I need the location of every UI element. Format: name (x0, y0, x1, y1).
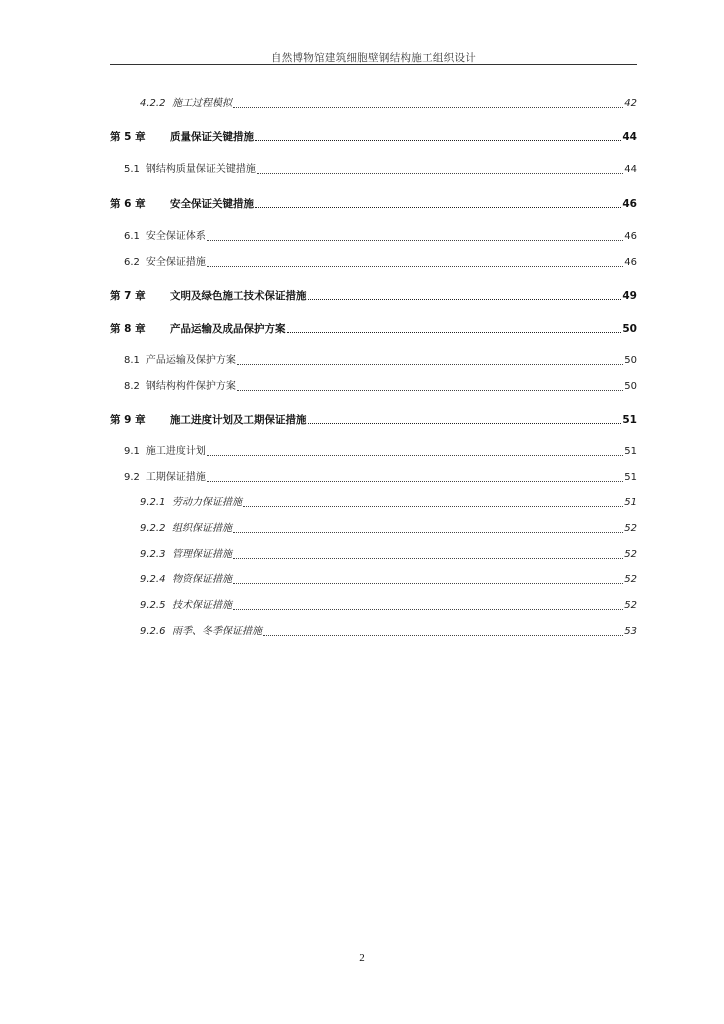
toc-entry-number: 4.2.2 (140, 98, 166, 109)
toc-entry-label (140, 573, 232, 587)
toc-entry-section[interactable] (124, 256, 637, 270)
toc-leader-dots (207, 455, 623, 456)
toc-entry-title: 钢结构构件保护方案 (145, 381, 236, 392)
toc-leader-dots (255, 140, 621, 141)
toc-entry-page: 50 (624, 381, 637, 392)
toc-leader-dots (233, 583, 623, 584)
toc-entry-page: 51 (624, 472, 637, 483)
toc-entry-page: 50 (624, 355, 637, 366)
toc-entry-section[interactable] (124, 354, 637, 368)
toc-entry-number: 第 7 章 (110, 290, 146, 302)
toc-entry-title: 劳动力保证措施 (172, 497, 242, 508)
toc-leader-dots (207, 481, 623, 482)
toc-leader-dots (263, 635, 623, 636)
toc-entry-label (140, 496, 242, 510)
toc-entry-section[interactable] (124, 380, 637, 394)
toc-entry-title: 文明及绿色施工技术保证措施 (170, 290, 307, 302)
toc-entry-number: 第 6 章 (110, 198, 146, 210)
toc-entry-page: 52 (624, 574, 637, 585)
toc-entry-subsection[interactable] (140, 548, 637, 562)
toc-leader-dots (243, 506, 623, 507)
toc-entry-label (140, 625, 262, 639)
toc-entry-number: 第 8 章 (110, 323, 146, 335)
header-rule (110, 64, 637, 65)
toc-entry-title: 工期保证措施 (145, 472, 206, 483)
toc-leader-dots (237, 390, 623, 391)
toc-entry-title: 产品运输及成品保护方案 (170, 323, 286, 335)
toc-leader-dots (257, 173, 623, 174)
toc-entry-label (124, 230, 206, 244)
toc-entry-number: 9.2.1 (140, 497, 166, 508)
toc-entry-number: 5.1 (124, 164, 140, 175)
toc-entry-label (110, 289, 307, 303)
toc-entry-page: 46 (622, 198, 637, 210)
toc-entry-subsection[interactable] (140, 599, 637, 613)
toc-leader-dots (287, 332, 622, 333)
toc-entry-number: 9.2.2 (140, 523, 166, 534)
toc-entry-title: 安全保证关键措施 (170, 198, 254, 210)
toc-entry-number: 第 9 章 (110, 414, 146, 426)
toc-entry-title: 安全保证措施 (145, 257, 206, 268)
toc-entry-number: 9.2 (124, 472, 140, 483)
toc-entry-label (140, 97, 232, 111)
toc-entry-title: 施工进度计划 (145, 446, 206, 457)
toc-leader-dots (233, 558, 623, 559)
toc-entry-title: 施工进度计划及工期保证措施 (170, 414, 307, 426)
toc-entry-page: 44 (622, 131, 637, 143)
toc-entry-page: 50 (622, 323, 637, 335)
toc-entry-label (110, 413, 307, 427)
toc-entry-title: 雨季、冬季保证措施 (172, 626, 262, 637)
toc-entry-number: 8.2 (124, 381, 140, 392)
toc-entry-number: 9.2.6 (140, 626, 166, 637)
toc-entry-chapter[interactable] (110, 197, 637, 211)
toc-entry-number: 8.1 (124, 355, 140, 366)
toc-entry-page: 46 (624, 257, 637, 268)
toc-entry-subsection[interactable] (140, 97, 637, 111)
toc-leader-dots (207, 240, 623, 241)
toc-entry-number: 9.2.5 (140, 600, 166, 611)
toc-entry-number: 6.2 (124, 257, 140, 268)
toc-entry-title: 产品运输及保护方案 (145, 355, 236, 366)
toc-entry-number: 6.1 (124, 231, 140, 242)
toc-entry-page: 52 (624, 523, 637, 534)
toc-leader-dots (237, 364, 623, 365)
toc-leader-dots (308, 423, 622, 424)
toc-entry-subsection[interactable] (140, 496, 637, 510)
toc-entry-section[interactable] (124, 471, 637, 485)
toc-leader-dots (233, 532, 623, 533)
toc-entry-number: 第 5 章 (110, 131, 146, 143)
toc-entry-label (124, 380, 236, 394)
toc-entry-number: 9.2.3 (140, 549, 166, 560)
toc-entry-number: 9.1 (124, 446, 140, 457)
toc-entry-title: 钢结构质量保证关键措施 (145, 164, 256, 175)
toc-entry-label (110, 130, 254, 144)
toc-entry-title: 施工过程模拟 (172, 98, 232, 109)
toc-entry-page: 52 (624, 549, 637, 560)
toc-entry-label (124, 256, 206, 270)
toc-entry-label (140, 599, 232, 613)
toc-entry-label (124, 445, 206, 459)
toc-entry-number: 9.2.4 (140, 574, 166, 585)
toc-entry-section[interactable] (124, 445, 637, 459)
toc-entry-page: 42 (624, 98, 637, 109)
toc-entry-page: 49 (622, 290, 637, 302)
toc-entry-section[interactable] (124, 230, 637, 244)
toc-entry-title: 质量保证关键措施 (170, 131, 254, 143)
toc-entry-label (140, 522, 232, 536)
toc-entry-label (124, 471, 206, 485)
running-header-title: 自然博物馆建筑细胞壁钢结构施工组织设计 (270, 52, 477, 64)
toc-entry-page: 51 (624, 446, 637, 457)
toc-entry-chapter[interactable] (110, 130, 637, 144)
toc-entry-section[interactable] (124, 163, 637, 177)
toc-entry-page: 46 (624, 231, 637, 242)
toc-entry-page: 51 (622, 414, 637, 426)
toc-entry-title: 安全保证体系 (145, 231, 206, 242)
toc-entry-title: 物资保证措施 (172, 574, 232, 585)
toc-entry-title: 组织保证措施 (172, 523, 232, 534)
toc-entry-page: 52 (624, 600, 637, 611)
toc-entry-chapter[interactable] (110, 289, 637, 303)
toc-entry-chapter[interactable] (110, 413, 637, 427)
toc-leader-dots (233, 107, 623, 108)
toc-entry-title: 管理保证措施 (172, 549, 232, 560)
toc-entry-subsection[interactable] (140, 625, 637, 639)
toc-entry-label (110, 197, 254, 211)
toc-leader-dots (308, 299, 622, 300)
toc-entry-label (124, 354, 236, 368)
toc-entry-label (124, 163, 256, 177)
toc-entry-subsection[interactable] (140, 522, 637, 536)
toc-entry-subsection[interactable] (140, 573, 637, 587)
toc-entry-label (110, 322, 286, 336)
toc-entry-label (140, 548, 232, 562)
toc-entry-title: 技术保证措施 (172, 600, 232, 611)
toc-entry-chapter[interactable] (110, 322, 637, 336)
page-number: 2 (359, 952, 365, 964)
toc-entry-page: 44 (624, 164, 637, 175)
toc-leader-dots (233, 609, 623, 610)
toc-entry-page: 51 (624, 497, 637, 508)
toc-leader-dots (207, 266, 623, 267)
toc-leader-dots (255, 207, 621, 208)
toc-entry-page: 53 (624, 626, 637, 637)
